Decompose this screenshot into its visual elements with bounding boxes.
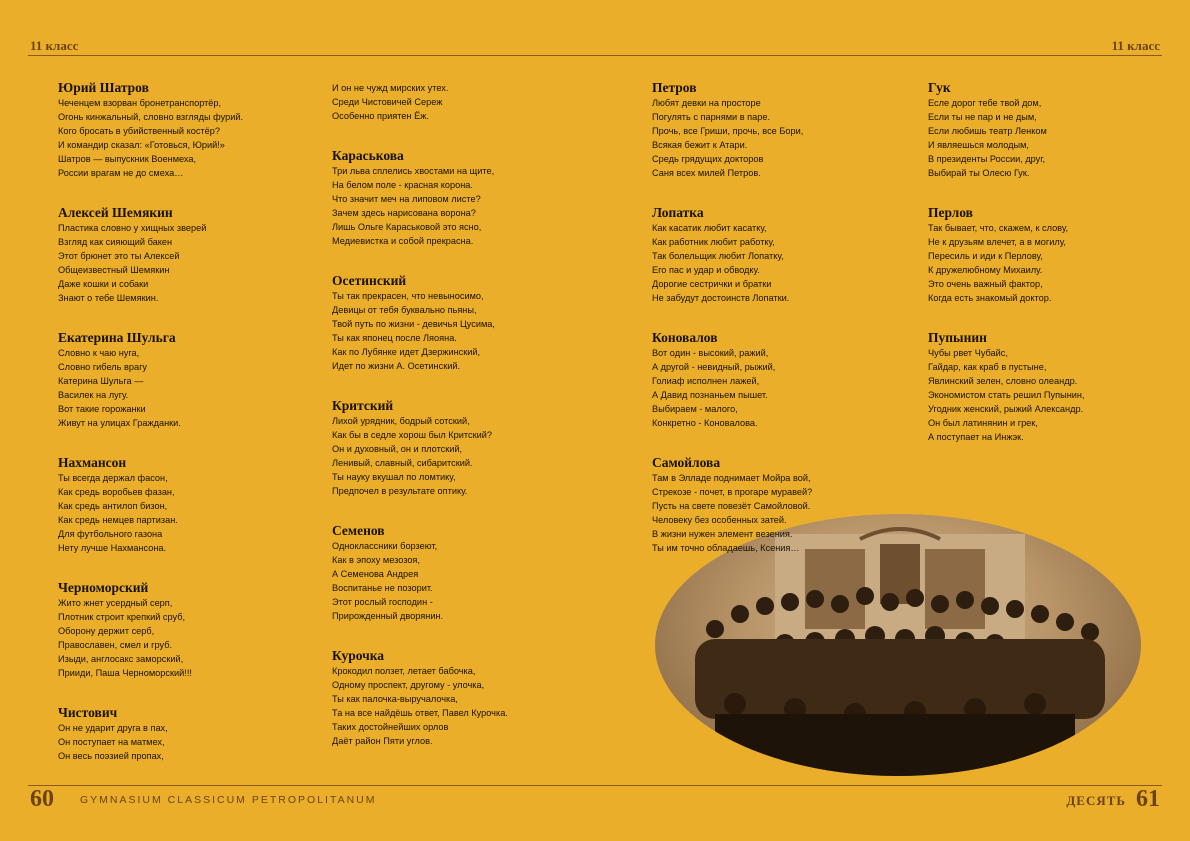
poem-line: Прирожденный дворянин. [332, 611, 444, 621]
poem-title: Екатерина Шульга [58, 330, 176, 345]
poem-line: Есле дорог тебе твой дом, [928, 98, 1042, 108]
footer-page-word: ДЕСЯТЬ [1066, 793, 1126, 808]
poem-line: А другой - невидный, рыжий, [652, 362, 776, 372]
poem-line: Ты всегда держал фасон, [58, 473, 168, 483]
poem-title: Семенов [332, 523, 385, 538]
poem-title: Перлов [928, 205, 973, 220]
poem-line: Таких достойнейших орлов [332, 722, 449, 732]
poem-block [58, 330, 308, 430]
poem-line: Твой путь по жизни - девичья Цусима, [332, 319, 495, 329]
poem-line: Так бывает, что, скажем, к слову, [928, 223, 1069, 233]
poem-column-4 [928, 80, 1178, 469]
poem-line: Угодник женский, рыжий Александр. [928, 404, 1084, 414]
poem-line: Вот такие горожанки [58, 404, 146, 414]
poem-block [652, 330, 902, 430]
poem-block [332, 398, 582, 498]
running-header-right: 11 класс [1111, 38, 1160, 53]
poem-line: Девицы от тебя буквально пьяны, [332, 305, 477, 315]
poem-line: И он не чужд мирских утех. [332, 83, 449, 93]
poem-line: Этот брюнет это ты Алексей [58, 251, 180, 261]
poem-line: Даже кошки и собаки [58, 279, 149, 289]
poem-line: Ты как палочка-выручалочка, [332, 694, 458, 704]
poem-line: Он и духовный, он и плотский, [332, 444, 463, 454]
poem-line: Его пас и удар и обводку. [652, 265, 760, 275]
poem-title: Петров [652, 80, 697, 95]
poem-block [928, 330, 1178, 444]
poem-line: Василек на лугу. [58, 390, 129, 400]
poem-line: Как средь антилоп бизон, [58, 501, 168, 511]
poem-line: Взгляд как сияющий бакен [58, 237, 173, 247]
poem-line: Не забудут достоинств Лопатки. [652, 293, 790, 303]
poem-line: Катерина Шульга — [58, 376, 144, 386]
poem-title: Гук [928, 80, 951, 95]
poem-line: Он не ударит друга в пах, [58, 723, 168, 733]
poem-line: Огонь кинжальный, словно взгляды фурий. [58, 112, 244, 122]
poem-line: Ты науку вкушал по ломтику, [332, 472, 456, 482]
poem-line: Как работник любит работку, [652, 237, 775, 247]
page-number-right: 61 [1136, 786, 1160, 812]
poem-line: Предпочел в результате оптику. [332, 486, 468, 496]
poem-line: Как бы в седле хорош был Критский? [332, 430, 492, 440]
poem-line: Нету лучше Нахмансона. [58, 543, 167, 553]
poem-line: Медиевистка и собой прекрасна. [332, 236, 474, 246]
poem-title: Коновалов [652, 330, 718, 345]
poem-column-2 [332, 80, 582, 773]
poem-line: Ты им точно обладаешь, Ксения… [652, 543, 800, 553]
poem-title: Нахмансон [58, 455, 127, 470]
poem-title: Самойлова [652, 455, 721, 470]
poem-line: К дружелюбному Михаилу. [928, 265, 1043, 275]
poem-block [332, 81, 582, 123]
poem-line: Выбираем - малого, [652, 404, 738, 414]
poem-line: Стрекозе - почет, в прогаре муравей? [652, 487, 813, 497]
poem-block [332, 523, 582, 623]
poem-line: Одноклассники борзеют, [332, 541, 438, 551]
footer-motto: GYMNASIUM CLASSICUM PETROPOLITANUM [80, 794, 377, 806]
poem-line: Любят девки на просторе [652, 98, 761, 108]
poem-block [58, 705, 308, 763]
poem-title: Черноморский [58, 580, 149, 595]
poem-line: Как касатик любит касатку, [652, 223, 767, 233]
poem-line: Плотник строит крепкий сруб, [58, 612, 186, 622]
poem-block [928, 205, 1178, 305]
poem-line: Прочь, все Гриши, прочь, все Бори, [652, 126, 804, 136]
poem-title: Чистович [58, 705, 118, 720]
poem-line: Пусть на свете повезёт Самойловой. [652, 501, 811, 511]
poem-line: Лишь Ольге Караськовой это ясно, [332, 222, 482, 232]
poem-block [332, 148, 582, 248]
poem-line: И командир сказал: «Готовься, Юрий!» [58, 140, 225, 150]
poem-line: Выбирай ты Олесю Гук. [928, 168, 1030, 178]
poem-line: Как средь воробьев фазан, [58, 487, 175, 497]
poem-line: Лихой урядник, бодрый сотский, [332, 416, 470, 426]
poem-block [332, 273, 582, 373]
poem-title: Лопатка [652, 205, 704, 220]
poem-line: Ты так прекрасен, что невыносимо, [332, 291, 484, 301]
poem-title: Курочка [332, 648, 385, 663]
poem-title: Пупынин [928, 330, 987, 345]
poem-block [928, 80, 1178, 180]
poem-title: Алексей Шемякин [58, 205, 173, 220]
poem-title: Критский [332, 398, 394, 413]
poem-line: Средь грядущих докторов [652, 154, 764, 164]
poem-line: Там в Элладе поднимает Мойра вой, [652, 473, 811, 483]
poem-line: Чеченцем взорван бронетранспортёр, [58, 98, 222, 108]
poem-line: Это очень важный фактор, [928, 279, 1043, 289]
poem-line: Одному проспект, другому - улочка, [332, 680, 485, 690]
poem-line: Конкретно - Коновалова. [652, 418, 758, 428]
poem-line: Прииди, Паша Черноморский!!! [58, 668, 192, 678]
poem-line: Он был латинянин и грек, [928, 418, 1038, 428]
poem-line: Как в эпоху мезозоя, [332, 555, 420, 565]
poem-line: Как средь немцев партизан. [58, 515, 178, 525]
poem-line: Общеизвестный Шемякин [58, 265, 170, 275]
poem-column-1 [58, 80, 308, 788]
poem-line: Человеку без особенных затей. [652, 515, 787, 525]
poem-line: Идет по жизни А. Осетинский. [332, 361, 461, 371]
poem-line: Крокодил ползет, летает бабочка, [332, 666, 476, 676]
poem-line: Явлинский зелен, словно олеандр. [928, 376, 1078, 386]
poem-title: Караськова [332, 148, 404, 163]
poem-line: Знают о тебе Шемякин. [58, 293, 159, 303]
poem-line: Он весь поэзией пропах, [58, 751, 164, 761]
poem-line: Зачем здесь нарисована ворона? [332, 208, 476, 218]
poem-line: И являешься молодым, [928, 140, 1029, 150]
poem-block [332, 648, 582, 748]
poem-block [652, 455, 902, 555]
poem-line: России врагам не до смеха… [58, 168, 184, 178]
running-header-left: 11 класс [30, 38, 79, 53]
poem-line: Изыди, англосакс заморский, [58, 654, 184, 664]
poem-line: Пластика словно у хищных зверей [58, 223, 207, 233]
poem-line: В президенты России, друг, [928, 154, 1046, 164]
poem-line: Живут на улицах Гражданки. [58, 418, 181, 428]
poem-line: Саня всех милей Петров. [652, 168, 761, 178]
poem-line: Не к друзьям влечет, а в могилу, [928, 237, 1066, 247]
poem-line: Шатров — выпускник Военмеха, [58, 154, 197, 164]
poem-line: Всякая бежит к Атари. [652, 140, 748, 150]
poem-title: Юрий Шатров [58, 80, 149, 95]
poem-line: Голиаф исполнен лажей, [652, 376, 760, 386]
poem-line: Как по Лубянке идет Дзержинский, [332, 347, 481, 357]
poem-line: А Семенова Андрея [332, 569, 419, 579]
poem-line: Жито жнет усердный серп, [58, 598, 173, 608]
poem-line: Если любишь театр Ленком [928, 126, 1047, 136]
poem-line: На белом поле - красная корона. [332, 180, 473, 190]
poem-line: Православен, смел и груб. [58, 640, 173, 650]
poem-line: Когда есть знакомый доктор. [928, 293, 1052, 303]
poem-line: Вот один - высокий, ражий, [652, 348, 769, 358]
poem-line: Экономистом стать решил Пупынин, [928, 390, 1085, 400]
poem-line: А поступает на Инжэк. [928, 432, 1024, 442]
poem-line: Ленивый, славный, сибаритский. [332, 458, 473, 468]
poem-line: Так болельщик любит Лопатку, [652, 251, 784, 261]
poem-line: Кого бросать в убийственный костёр? [58, 126, 220, 136]
poem-line: Что значит меч на липовом листе? [332, 194, 481, 204]
poem-line: Гайдар, как краб в пустыне, [928, 362, 1047, 372]
poem-line: Этот рослый господин - [332, 597, 433, 607]
poem-title: Осетинский [332, 273, 407, 288]
poem-block [58, 455, 308, 555]
poem-line: Он поступает на матмех, [58, 737, 165, 747]
poem-line: Словно к чаю нуга, [58, 348, 140, 358]
poem-block [652, 80, 902, 180]
poem-column-3 [652, 80, 902, 580]
poem-line: Оборону держит серб, [58, 626, 155, 636]
header-rule [28, 55, 1162, 56]
poem-line: Если ты не пар и не дым, [928, 112, 1037, 122]
poem-line: Пересиль и иди к Перлову, [928, 251, 1043, 261]
poem-line: Та на все найдёшь ответ, Павел Курочка. [332, 708, 508, 718]
poem-line: Три льва сплелись хвостами на щите, [332, 166, 495, 176]
poem-line: Словно гибель врагу [58, 362, 148, 372]
poem-block [58, 580, 308, 680]
poem-line: Погулять с парнями в паре. [652, 112, 771, 122]
poem-line: В жизни нужен элемент везения. [652, 529, 793, 539]
footer-rule [28, 785, 1162, 786]
poem-block [652, 205, 902, 305]
poem-line: Дорогие сестрички и братки [652, 279, 772, 289]
poem-line: Ты как японец после Ляояна. [332, 333, 457, 343]
poem-line: Среди Чистовичей Сереж [332, 97, 443, 107]
poem-line: А Давид познаньем пышет. [652, 390, 768, 400]
poem-block [58, 80, 308, 180]
poem-block [58, 205, 308, 305]
poem-line: Чубы рвет Чубайс, [928, 348, 1008, 358]
poem-line: Воспитанье не позорит. [332, 583, 433, 593]
page-number-left: 60 [30, 786, 54, 812]
poem-line: Для футбольного газона [58, 529, 163, 539]
poem-line: Даёт район Пяти углов. [332, 736, 433, 746]
poem-line: Особенно приятен Ёж. [332, 111, 429, 121]
